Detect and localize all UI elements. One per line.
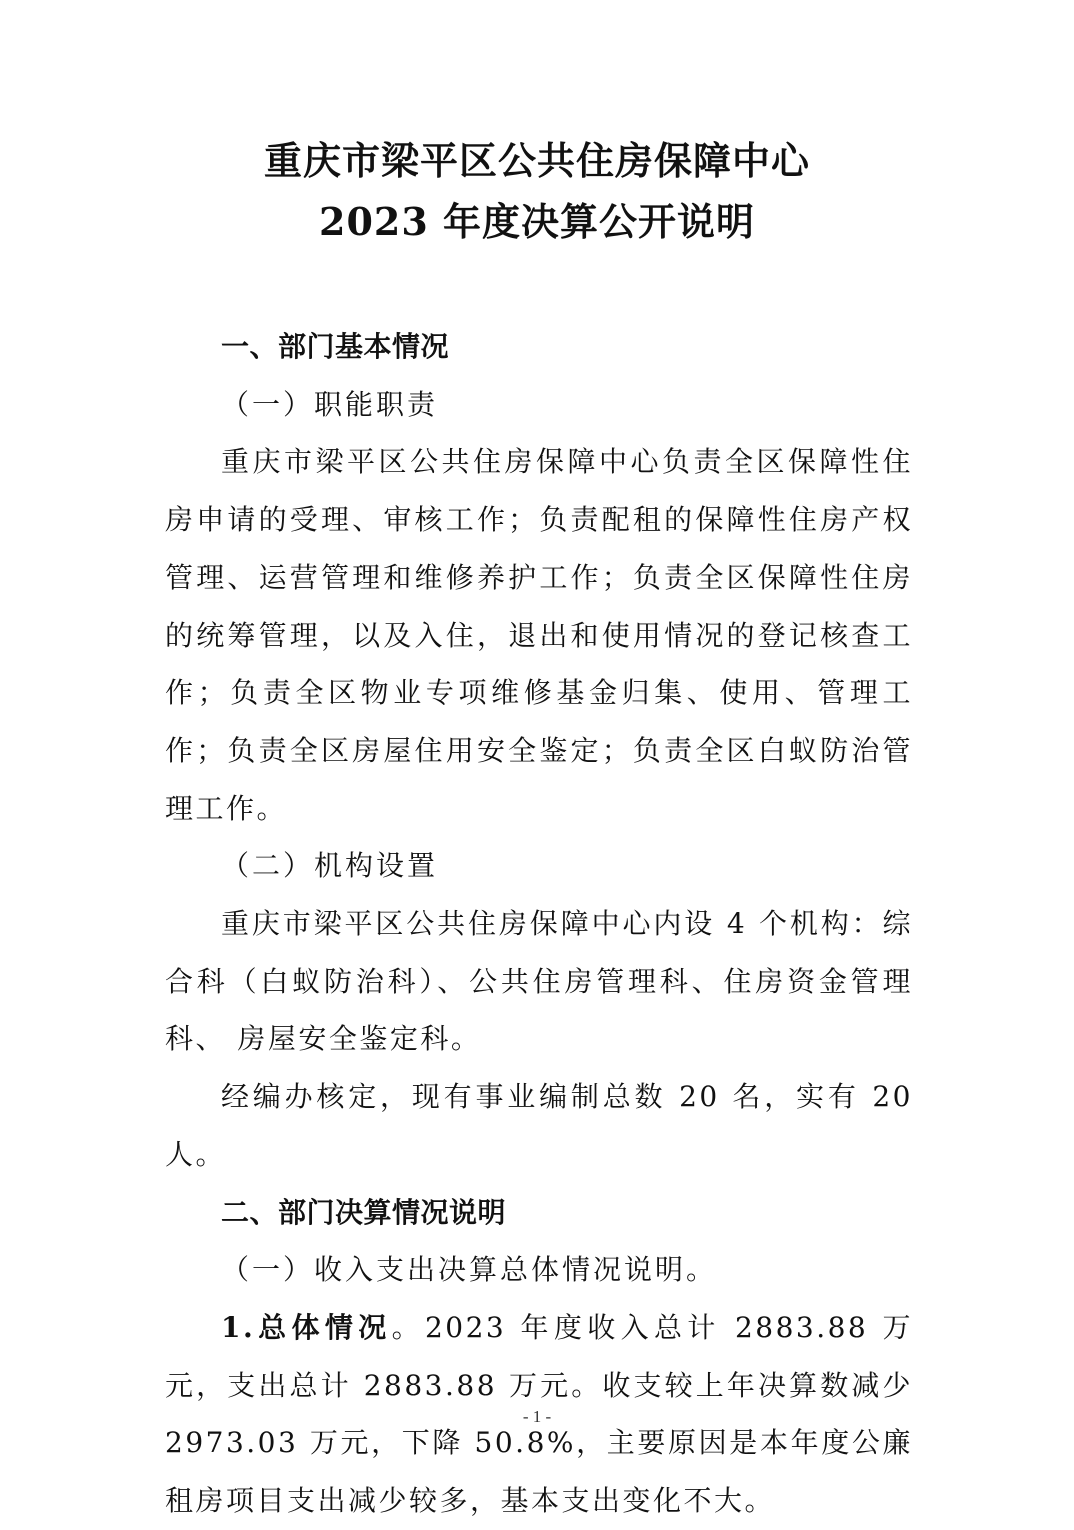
paragraph-staffing: 经编办核定，现有事业编制总数 20 名，实有 20 人。 xyxy=(165,1080,913,1171)
section-heading-basic-info: 一、部门基本情况 xyxy=(221,330,450,363)
section-heading-final-accounts: 二、部门决算情况说明 xyxy=(221,1195,507,1229)
overall-lead: 1.总体情况 xyxy=(221,1310,392,1344)
document-title-line2: 2023 年度决算公开说明 xyxy=(319,199,755,244)
paragraph-functions: 重庆市梁平区公共住房保障中心负责全区保障性住房申请的受理、审核工作；负责配租的保障性住房产权管理、运营管理和维修养护工作；负责全区保障性住房的统筹管理，以及入住，退出和使用情况的登记核查工作；负责全区物业专项维修基金归集、使用、管理工作；负责全区房屋住用安全鉴定；负责全区白蚁防治管理工作。 xyxy=(165,445,913,825)
page-number: - 1 - xyxy=(522,1407,552,1426)
paragraph-organization: 重庆市梁平区公共住房保障中心内设 4 个机构：综合科（白蚁防治科）、公共住房管理科、住房资金管理科、 房屋安全鉴定科。 xyxy=(165,907,913,1056)
subsection-heading-organization: （二）机构设置 xyxy=(221,849,439,883)
document-body xyxy=(165,318,913,1530)
overall-text: 。2023 年度收入总计 2883.88 万元，支出总计 2883.88 万元。收支较上年决算数减少 2973.03 万元，下降 50.8%，主要原因是本年度公廉租房项目支出减少较多，基本支出变化不大。 xyxy=(165,1310,914,1518)
subsection-heading-income-expense: （一）收入支出决算总体情况说明。 xyxy=(221,1253,718,1287)
subsection-heading-functions: （一）职能职责 xyxy=(221,387,439,421)
document-title-line1: 重庆市梁平区公共住房保障中心 xyxy=(263,138,810,183)
